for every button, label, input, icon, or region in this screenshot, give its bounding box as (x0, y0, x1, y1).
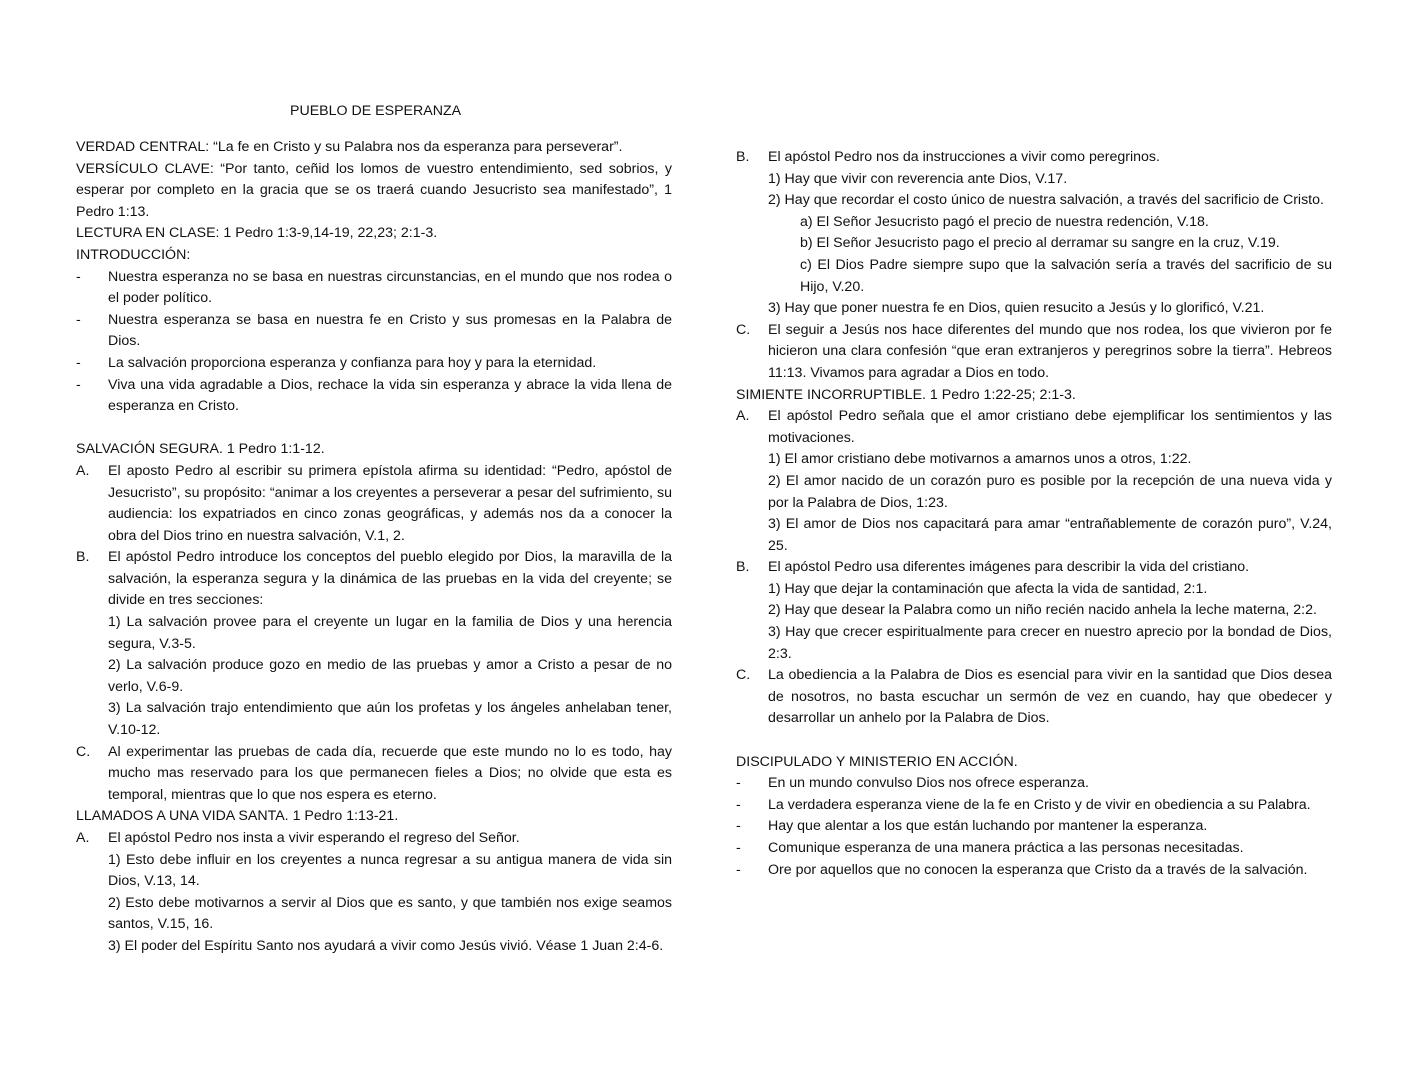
letter-marker: C. (736, 667, 751, 684)
list-item: - Comunique esperanza de una manera práctica a las personas necesitadas. (736, 838, 1332, 860)
intro-heading: INTRODUCCIÓN: (76, 246, 191, 263)
dash-marker: - (76, 354, 81, 371)
list-item: - La salvación proporciona esperanza y confianza para hoy y para la eternidad. (76, 353, 672, 375)
list-item: B. El apóstol Pedro usa diferentes imágenes para describir la vida del cristiano. (736, 557, 1332, 579)
list-item: A. El aposto Pedro al escribir su primera epístola afirma su identidad: “Pedro, apóstol de Jesucristo”, su propósito: “animar a los creyentes a perseverar a pesar del sufrimiento, su audiencia: los expatriados en cinco zonas geográficas, y además nos da a conocer la obra del Dios trino en nuestra salvación, V.1, 2. (76, 461, 672, 547)
letter-marker: B. (736, 149, 750, 165)
list-item: A. El apóstol Pedro señala que el amor cristiano debe ejemplificar los sentimientos y las motivaciones. (736, 406, 1332, 449)
sub-point: 1) El amor cristiano debe motivarnos a amarnos unos a otros, 1:22. (768, 451, 1192, 468)
list-item: C. La obediencia a la Palabra de Dios es esencial para vivir en la santidad que Dios desea de nosotros, no basta escuchar un sermón de vez en cuando, hay que obedecer y desarrollar un anhelo por la Palabra de Dios. (736, 665, 1332, 730)
list-item: - Nuestra esperanza se basa en nuestra fe en Cristo y sus promesas en la Palabra de Dios. (76, 310, 672, 353)
letter-marker: C. (736, 321, 751, 338)
list-item: - Nuestra esperanza no se basa en nuestras circunstancias, en el mundo que nos rodea o el poder político. (76, 267, 672, 310)
sub-point: 1) Esto debe influir en los creyentes a nunca regresar a su antigua manera de vida sin Dios, V.13, 14. (108, 851, 672, 890)
letter-marker: A. (736, 408, 750, 425)
sub-point: 2) La salvación produce gozo en medio de las pruebas y amor a Cristo a pesar de no verlo, V.6-9. (108, 657, 672, 695)
sub-point: 3) Hay que crecer espiritualmente para crecer en nuestro aprecio por la bondad de Dios, 2:3. (768, 624, 1332, 662)
dash-marker: - (76, 311, 81, 328)
dash-marker: - (736, 796, 741, 813)
section-heading: SALVACIÓN SEGURA. 1 Pedro 1:1-12. (76, 441, 325, 458)
sub-point: 3) La salvación trajo entendimiento que aún los profetas y los ángeles anhelaban tener, V.10-12. (108, 700, 672, 739)
section-heading: DISCIPULADO Y MINISTERIO EN ACCIÓN. (736, 753, 1018, 770)
dash-marker: - (736, 861, 741, 878)
sub-point: 1) Hay que vivir con reverencia ante Dios, V.17. (768, 170, 1068, 187)
key-verse: VERSÍCULO CLAVE: “Por tanto, ceñid los lomos de vuestro entendimiento, sed sobrios, y esperar por completo en la gracia que se os traerá cuando Jesucristo sea manifestado”, 1 Pedro 1:13. (76, 160, 672, 220)
list-item: - Ore por aquellos que no conocen la esperanza que Cristo da a través de la salvación. (736, 860, 1332, 882)
sub-sub-point: a) El Señor Jesucristo pagó el precio de nuestra redención, V.18. (800, 213, 1209, 230)
section-heading: SIMIENTE INCORRUPTIBLE. 1 Pedro 1:22-25; 2:1-3. (736, 386, 1076, 403)
sub-point: 3) El amor de Dios nos capacitará para amar “entrañablemente de corazón puro”, V.24, 25. (768, 516, 1332, 554)
sub-point: 2) Esto debe motivarnos a servir al Dios que es santo, y que también nos exige seamos santos, V.15, 16. (108, 894, 672, 933)
list-item: - La verdadera esperanza viene de la fe en Cristo y de vivir en obediencia a su Palabra. (736, 795, 1332, 817)
letter-marker: A. (76, 462, 90, 479)
sub-point: 3) Hay que poner nuestra fe en Dios, quien resucito a Jesús y lo glorificó, V.21. (768, 300, 1265, 317)
sub-point: 3) El poder del Espíritu Santo nos ayudará a vivir como Jesús vivió. Véase 1 Juan 2:4-6. (108, 937, 664, 954)
dash-marker: - (76, 268, 81, 285)
sub-sub-point: b) El Señor Jesucristo pago el precio al derramar su sangre en la cruz, V.19. (800, 235, 1280, 252)
dash-marker: - (736, 818, 741, 835)
list-item: - Viva una vida agradable a Dios, rechace la vida sin esperanza y abrace la vida llena de esperanza en Cristo. (76, 375, 672, 418)
page-title: PUEBLO DE ESPERANZA (290, 103, 462, 119)
list-item: - Hay que alentar a los que están luchando por mantener la esperanza. (736, 816, 1332, 838)
list-item: B. El apóstol Pedro nos da instrucciones a vivir como peregrinos. (736, 147, 1332, 169)
section-heading: LLAMADOS A UNA VIDA SANTA. 1 Pedro 1:13-21. (76, 808, 399, 825)
sub-point: 1) La salvación provee para el creyente un lugar en la familia de Dios y una herencia segura, V.3-5. (108, 614, 672, 652)
letter-marker: B. (76, 549, 90, 566)
letter-marker: A. (76, 830, 90, 846)
sub-point: 2) Hay que recordar el costo único de nuestra salvación, a través del sacrificio de Cristo. (768, 192, 1324, 209)
sub-point: 1) Hay que dejar la contaminación que afecta la vida de santidad, 2:1. (768, 580, 1208, 597)
letter-marker: B. (736, 559, 750, 576)
dash-marker: - (76, 376, 81, 393)
list-item: - En un mundo convulso Dios nos ofrece esperanza. (736, 773, 1332, 795)
letter-marker: C. (76, 743, 91, 760)
list-item: C. Al experimentar las pruebas de cada día, recuerde que este mundo no lo es todo, hay mucho mas reservado para los que permanecen fieles a Dios; no olvide que esta es temporal, mientras que lo que nos espera es eterno. (76, 742, 672, 807)
list-item: B. El apóstol Pedro introduce los conceptos del pueblo elegido por Dios, la maravilla de la salvación, la esperanza segura y la dinámica de las pruebas en la vida del creyente; se divide en tres secciones: (76, 547, 672, 612)
sub-point: 2) Hay que desear la Palabra como un niño recién nacido anhela la leche materna, 2:2. (768, 602, 1317, 619)
list-item: C. El seguir a Jesús nos hace diferentes del mundo que nos rodea, los que vivieron por fe hicieron una clara confesión “que eran extranjeros y peregrinos sobre la tierra”. Hebreos 11:13. Vivamos para agradar a Dios en todo. (736, 320, 1332, 385)
sub-sub-point: c) El Dios Padre siempre supo que la salvación sería a través del sacrificio de su Hijo, V.20. (800, 256, 1332, 295)
dash-marker: - (736, 840, 741, 856)
class-reading: LECTURA EN CLASE: 1 Pedro 1:3-9,14-19, 22,23; 2:1-3. (76, 225, 438, 242)
list-item: A. El apóstol Pedro nos insta a vivir esperando el regreso del Señor. (76, 828, 672, 850)
central-truth: VERDAD CENTRAL: “La fe en Cristo y su Palabra nos da esperanza para perseverar”. (76, 139, 623, 155)
dash-marker: - (736, 775, 741, 792)
sub-point: 2) El amor nacido de un corazón puro es posible por la recepción de una nueva vida y por la Palabra de Dios, 1:23. (768, 472, 1332, 511)
